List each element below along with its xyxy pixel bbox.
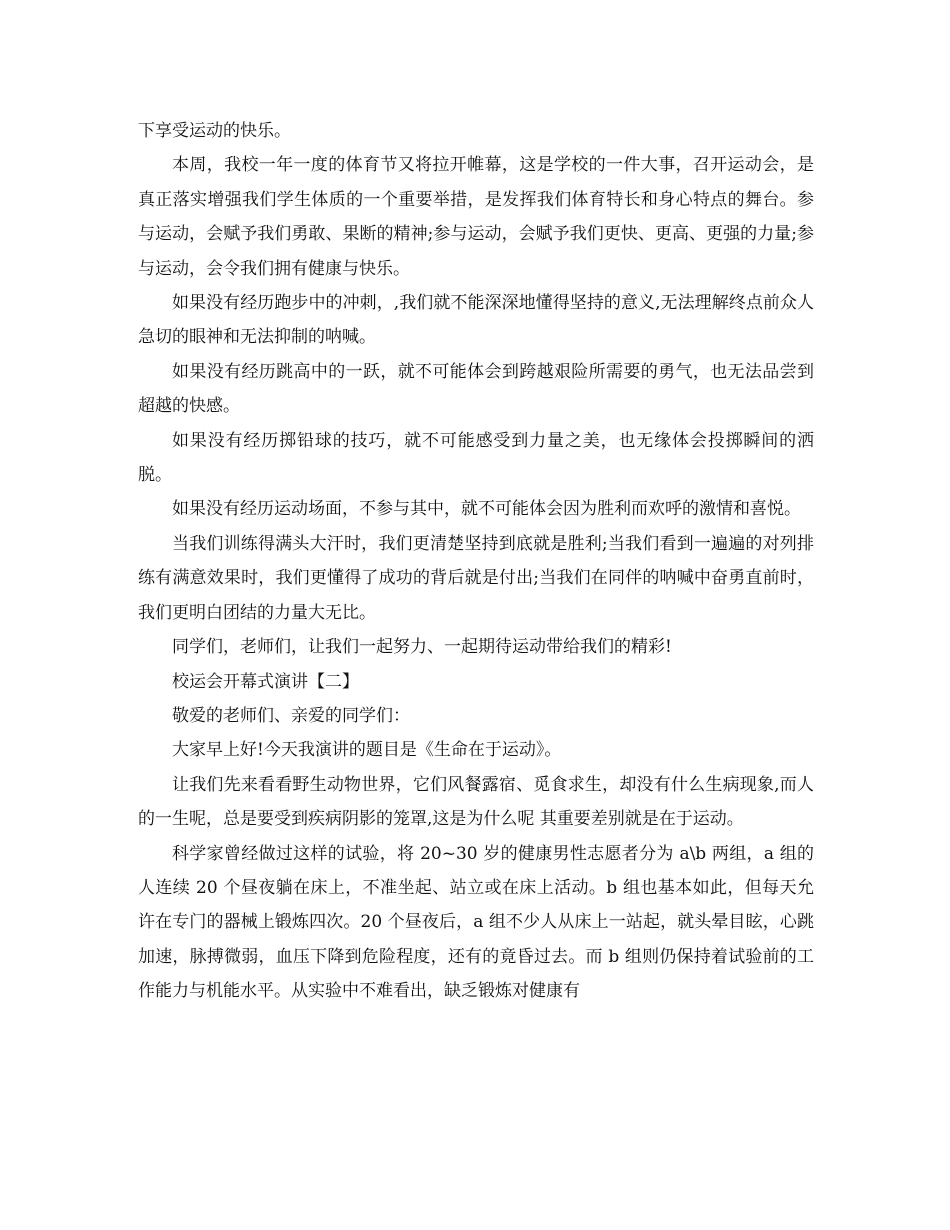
paragraph-8: 同学们，老师们，让我们一起努力、一起期待运动带给我们的精彩! bbox=[172, 637, 672, 658]
paragraph-13: 科学家曾经做过这样的试验，将 20~30 岁的健康男性志愿者分为 a\b 两组，a 组的人连续 20 个昼夜躺在床上，不准坐起、站立或在床上活动。b 组也基本如此，但每天允许在专门的器械上锻炼四次。20 个昼夜后，a 组不少人从床上一站起，就头晕目眩，心跳加速，脉搏微弱，血压下降到危险程度，还有的竟昏过去。而 b 组则仍保持着试验前的工作能力与机能水平。从实验中不难看出，缺乏锻炼对健康有 bbox=[138, 843, 814, 1002]
paragraph-1: 下享受运动的快乐。 bbox=[138, 121, 291, 141]
paragraph-5: 如果没有经历掷铅球的技巧，就不可能感受到力量之美，也无缘体会投掷瞬间的洒脱。 bbox=[138, 430, 814, 486]
paragraph-12: 让我们先来看看野生动物世界，它们风餐露宿、觅食求生，却没有什么生病现象,而人的一生呢，总是要受到疾病阴影的笼罩,这是为什么呢 其重要差别就是在于运动。 bbox=[138, 774, 814, 830]
salutation: 敬爱的老师们、亲爱的同学们： bbox=[172, 705, 410, 726]
body-text bbox=[138, 114, 814, 1009]
paragraph-2: 本周，我校一年一度的体育节又将拉开帷幕，这是学校的一件大事，召开运动会，是真正落实增强我们学生体质的一个重要举措，是发挥我们体育特长和身心特点的舞台。参与运动，会赋予我们勇敢、果断的精神;参与运动，会赋予我们更快、更高、更强的力量;参与运动，会令我们拥有健康与快乐。 bbox=[138, 155, 814, 279]
paragraph-4: 如果没有经历跳高中的一跃，就不可能体会到跨越艰险所需要的勇气，也无法品尝到超越的快感。 bbox=[138, 361, 814, 417]
paragraph-11: 大家早上好!今天我演讲的题目是《生命在于运动》。 bbox=[172, 740, 562, 761]
paragraph-7: 当我们训练得满头大汗时，我们更清楚坚持到底就是胜利;当我们看到一遍遍的对列排练有满意效果时，我们更懂得了成功的背后就是付出;当我们在同伴的呐喊中奋勇直前时，我们更明白团结的力量大无比。 bbox=[138, 533, 814, 623]
section-heading: 校运会开幕式演讲【二】 bbox=[172, 671, 359, 692]
paragraph-3: 如果没有经历跑步中的冲刺，,我们就不能深深地懂得坚持的意义,无法理解终点前众人急切的眼神和无法抑制的呐喊。 bbox=[138, 293, 814, 348]
paragraph-6: 如果没有经历运动场面，不参与其中，就不可能体会因为胜利而欢呼的激情和喜悦。 bbox=[172, 499, 801, 520]
